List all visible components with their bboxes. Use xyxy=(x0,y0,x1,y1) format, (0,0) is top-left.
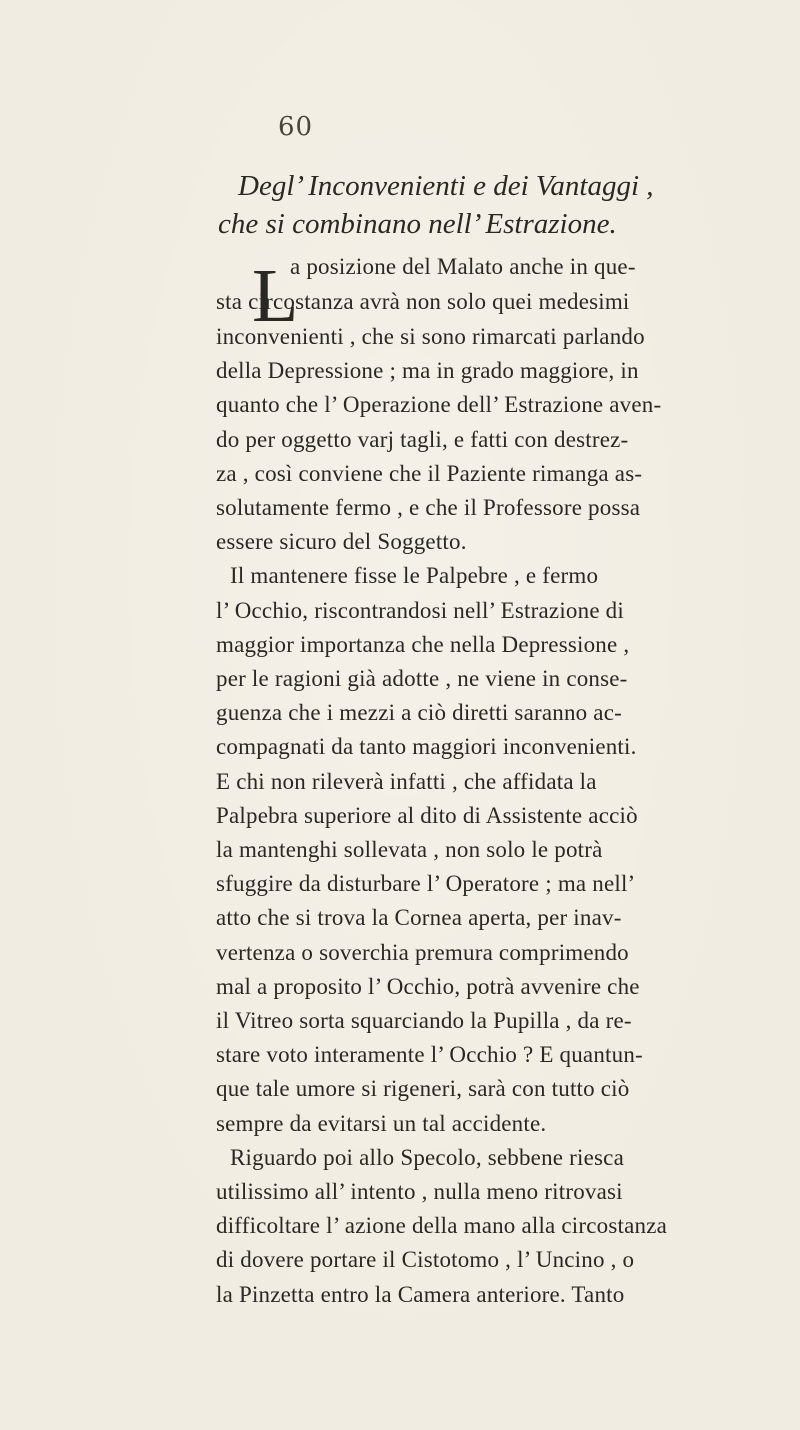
text-line: inconvenienti , che si sono rimarcati parlando xyxy=(216,324,645,349)
chapter-heading-line-1: Degl’ Inconvenienti e dei Vantaggi , xyxy=(238,170,654,202)
text-line: sfuggire da disturbare l’ Operatore ; ma nell’ xyxy=(216,871,636,896)
text-line: Il mantenere fisse le Palpebre , e fermo xyxy=(230,563,599,588)
page-number: 60 xyxy=(278,112,314,142)
drop-cap: L xyxy=(252,254,299,338)
text-line: vertenza o soverchia premura comprimendo xyxy=(216,940,629,965)
text-line: stare voto interamente l’ Occhio ? E quantun- xyxy=(216,1042,643,1067)
text-line: sta circostanza avrà non solo quei medesimi xyxy=(216,289,630,314)
text-line: la Pinzetta entro la Camera anteriore. Tanto xyxy=(216,1282,625,1307)
text-line: atto che si trova la Cornea aperta, per inav- xyxy=(216,905,622,930)
text-line: maggior importanza che nella Depressione , xyxy=(216,632,630,657)
text-line: l’ Occhio, riscontrandosi nell’ Estrazione di xyxy=(216,598,624,623)
text-line: quanto che l’ Operazione dell’ Estrazione aven- xyxy=(216,392,662,417)
text-line: utilissimo all’ intento , nulla meno ritrovasi xyxy=(216,1179,623,1204)
text-line: il Vitreo sorta squarciando la Pupilla , da re- xyxy=(216,1008,632,1033)
text-line: E chi non rileverà infatti , che affidata la xyxy=(216,769,597,794)
text-line: compagnati da tanto maggiori inconvenienti. xyxy=(216,734,637,759)
text-line: per le ragioni già adotte , ne viene in conse- xyxy=(216,666,628,691)
text-line: do per oggetto varj tagli, e fatti con destrez- xyxy=(216,427,629,452)
text-line: que tale umore si rigeneri, sarà con tutto ciò xyxy=(216,1076,630,1101)
text-line: difficoltare l’ azione della mano alla circostanza xyxy=(216,1213,668,1238)
text-line: a posizione del Malato anche in que- xyxy=(290,254,636,279)
text-line: sempre da evitarsi un tal accidente. xyxy=(216,1111,547,1136)
text-line: mal a proposito l’ Occhio, potrà avvenire che xyxy=(216,974,640,999)
text-line: Palpebra superiore al dito di Assistente acciò xyxy=(216,803,638,828)
text-line: Riguardo poi allo Specolo, sebbene riesca xyxy=(230,1145,624,1170)
text-line: essere sicuro del Soggetto. xyxy=(216,529,467,554)
text-line: la mantenghi sollevata , non solo le potrà xyxy=(216,837,603,862)
text-line: guenza che i mezzi a ciò diretti saranno ac- xyxy=(216,700,622,725)
text-line: za , così conviene che il Paziente rimanga as- xyxy=(216,461,643,486)
text-line: di dovere portare il Cistotomo , l’ Uncino , o xyxy=(216,1247,635,1272)
text-line: solutamente fermo , e che il Professore possa xyxy=(216,495,641,520)
text-line: della Depressione ; ma in grado maggiore, in xyxy=(216,358,639,383)
chapter-heading-line-2: che si combinano nell’ Estrazione. xyxy=(218,208,617,240)
